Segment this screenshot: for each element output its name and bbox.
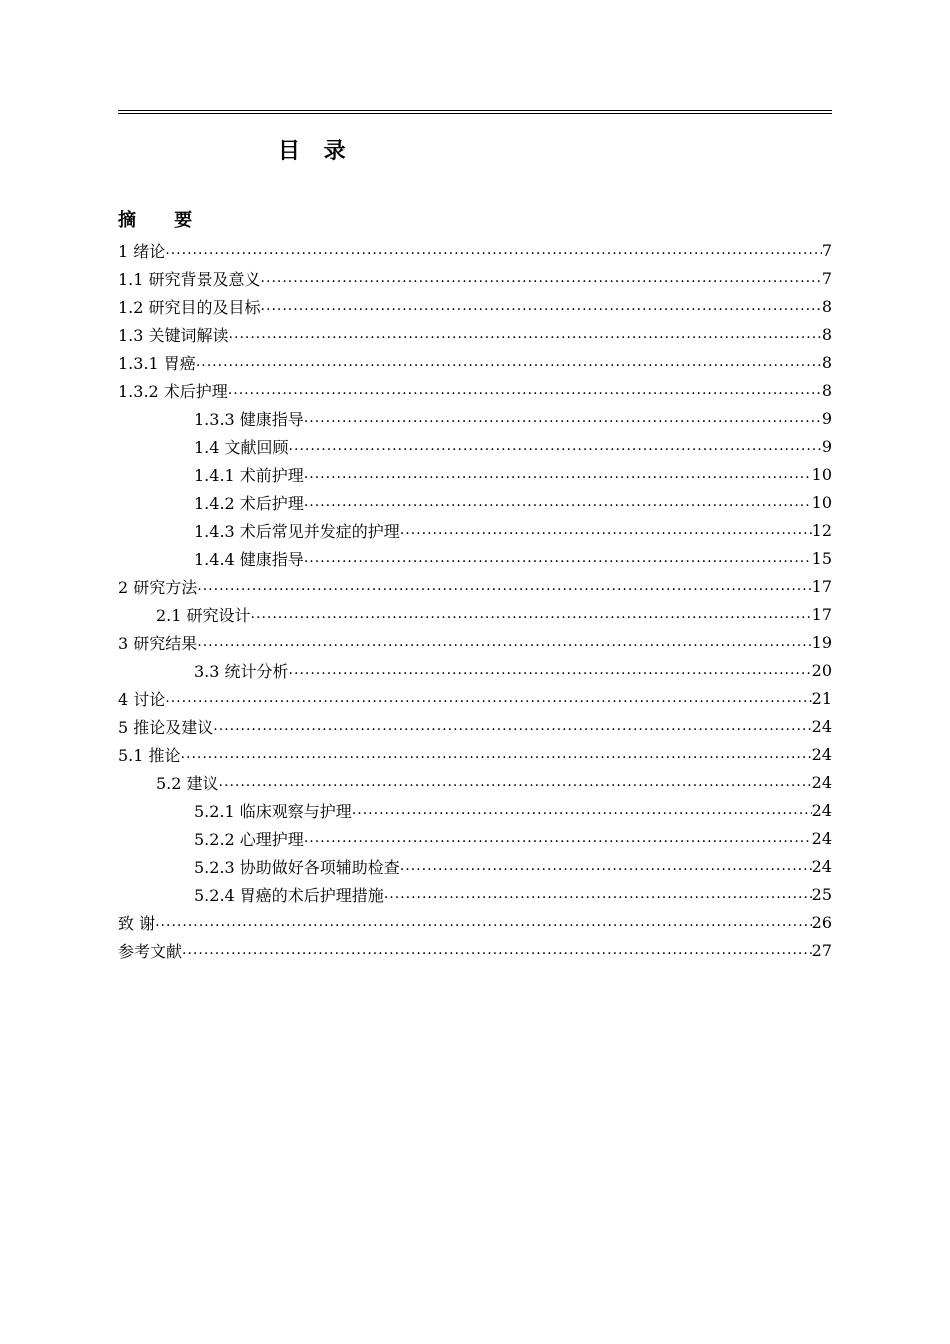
dot-leader <box>304 408 822 428</box>
dot-leader <box>352 800 812 820</box>
toc-entry-page-number: 15 <box>811 548 832 568</box>
dot-leader <box>384 884 812 904</box>
toc-entry-label: 1.4 文献回顾 <box>194 435 289 458</box>
toc-entry-page-number: 27 <box>811 940 832 960</box>
toc-entry[interactable] <box>118 852 832 880</box>
dot-leader <box>261 268 822 288</box>
dot-leader <box>289 660 812 680</box>
dot-leader <box>197 632 811 652</box>
toc-entry-page-number: 10 <box>811 464 832 484</box>
toc-entry[interactable] <box>118 796 832 824</box>
toc-entry[interactable] <box>118 712 832 740</box>
toc-entry-label: 5.2 建议 <box>156 771 219 794</box>
header-rule-bottom <box>118 113 832 114</box>
toc-entry-page-number: 21 <box>811 688 832 708</box>
dot-leader <box>228 380 822 400</box>
toc-entry[interactable] <box>118 628 832 656</box>
toc-entry-page-number: 8 <box>821 324 832 344</box>
dot-leader <box>165 688 811 708</box>
dot-leader <box>304 828 812 848</box>
header-rule-top <box>118 110 832 111</box>
toc-entry[interactable] <box>118 264 832 292</box>
toc-entry-label: 1.4.1 术前护理 <box>194 463 304 486</box>
toc-entry-label: 1.2 研究目的及目标 <box>118 295 261 318</box>
toc-entry-page-number: 24 <box>811 772 832 792</box>
toc-entry-page-number: 9 <box>821 408 832 428</box>
dot-leader <box>182 940 812 960</box>
toc-entry-page-number: 10 <box>811 492 832 512</box>
toc-entry-label: 5.2.3 协助做好各项辅助检查 <box>194 855 400 878</box>
toc-entry-label: 1.4.3 术后常见并发症的护理 <box>194 519 400 542</box>
toc-entry-label: 3 研究结果 <box>118 631 197 654</box>
toc-entry-label: 5.2.1 临床观察与护理 <box>194 799 352 822</box>
toc-entry-page-number: 8 <box>821 296 832 316</box>
toc-entry-label: 1.3 关键词解读 <box>118 323 229 346</box>
toc-entry[interactable] <box>118 880 832 908</box>
toc-entry-page-number: 24 <box>811 828 832 848</box>
toc-entry[interactable] <box>118 432 832 460</box>
toc-entry-page-number: 12 <box>811 520 832 540</box>
toc-entry-label: 2 研究方法 <box>118 575 197 598</box>
dot-leader <box>229 324 822 344</box>
toc-entry[interactable] <box>118 320 832 348</box>
toc-entry-page-number: 20 <box>811 660 832 680</box>
dot-leader <box>197 576 811 596</box>
toc-entry-label: 4 讨论 <box>118 687 165 710</box>
dot-leader <box>261 296 822 316</box>
toc-entry-page-number: 26 <box>811 912 832 932</box>
dot-leader <box>304 548 812 568</box>
toc-entry[interactable] <box>118 460 832 488</box>
toc-entry[interactable] <box>118 936 832 964</box>
toc-entry-page-number: 24 <box>811 800 832 820</box>
toc-entry[interactable] <box>118 516 832 544</box>
toc-entry-label: 1.4.2 术后护理 <box>194 491 304 514</box>
toc-entry-label: 1.3.3 健康指导 <box>194 407 304 430</box>
toc-entry-page-number: 19 <box>811 632 832 652</box>
toc-entry-label: 5.2.2 心理护理 <box>194 827 304 850</box>
toc-entry[interactable] <box>118 600 832 628</box>
toc-entry-page-number: 24 <box>811 716 832 736</box>
dot-leader <box>304 464 812 484</box>
dot-leader <box>155 912 812 932</box>
toc-entry-label: 3.3 统计分析 <box>194 659 289 682</box>
toc-entry-label: 5.1 推论 <box>118 743 181 766</box>
toc-entry-label: 2.1 研究设计 <box>156 603 251 626</box>
toc-entry[interactable] <box>118 544 832 572</box>
dot-leader <box>219 772 812 792</box>
toc-entry-page-number: 24 <box>811 744 832 764</box>
toc-entry-page-number: 9 <box>821 436 832 456</box>
toc-list <box>118 236 832 964</box>
toc-entry[interactable] <box>118 292 832 320</box>
toc-entry-page-number: 7 <box>821 240 832 260</box>
toc-entry[interactable] <box>118 824 832 852</box>
dot-leader <box>251 604 812 624</box>
toc-entry-label: 5.2.4 胃癌的术后护理措施 <box>194 883 384 906</box>
toc-entry[interactable] <box>118 768 832 796</box>
toc-entry-label: 1.3.1 胃癌 <box>118 351 196 374</box>
toc-entry-page-number: 8 <box>821 352 832 372</box>
toc-entry-label: 1 绪论 <box>118 239 165 262</box>
dot-leader <box>165 240 822 260</box>
toc-entry[interactable] <box>118 348 832 376</box>
toc-entry-page-number: 17 <box>811 604 832 624</box>
toc-entry-abstract[interactable]: 摘 要 <box>118 210 209 231</box>
toc-entry[interactable] <box>118 684 832 712</box>
toc-entry-label: 1.1 研究背景及意义 <box>118 267 261 290</box>
dot-leader <box>181 744 812 764</box>
toc-entry-label: 1.3.2 术后护理 <box>118 379 228 402</box>
toc-entry-page-number: 24 <box>811 856 832 876</box>
dot-leader <box>400 520 812 540</box>
toc-entry[interactable] <box>118 908 832 936</box>
toc-entry-label: 5 推论及建议 <box>118 715 213 738</box>
toc-entry-label: 1.4.4 健康指导 <box>194 547 304 570</box>
dot-leader <box>213 716 811 736</box>
toc-entry[interactable] <box>118 376 832 404</box>
dot-leader <box>289 436 822 456</box>
dot-leader <box>400 856 812 876</box>
toc-entry[interactable] <box>118 740 832 768</box>
toc-entry[interactable] <box>118 404 832 432</box>
toc-entry-page-number: 17 <box>811 576 832 596</box>
toc-entry-label: 参考文献 <box>118 939 182 962</box>
toc-entry[interactable] <box>118 572 832 600</box>
toc-entry[interactable] <box>118 656 832 684</box>
toc-entry-page-number: 25 <box>811 884 832 904</box>
toc-entry[interactable] <box>118 488 832 516</box>
toc-entry[interactable] <box>118 236 832 264</box>
toc-entry-page-number: 8 <box>821 380 832 400</box>
toc-entry-page-number: 7 <box>821 268 832 288</box>
dot-leader <box>304 492 812 512</box>
page-title: 目 录 <box>278 139 354 164</box>
dot-leader <box>196 352 822 372</box>
toc-entry-label: 致 谢 <box>118 911 155 934</box>
